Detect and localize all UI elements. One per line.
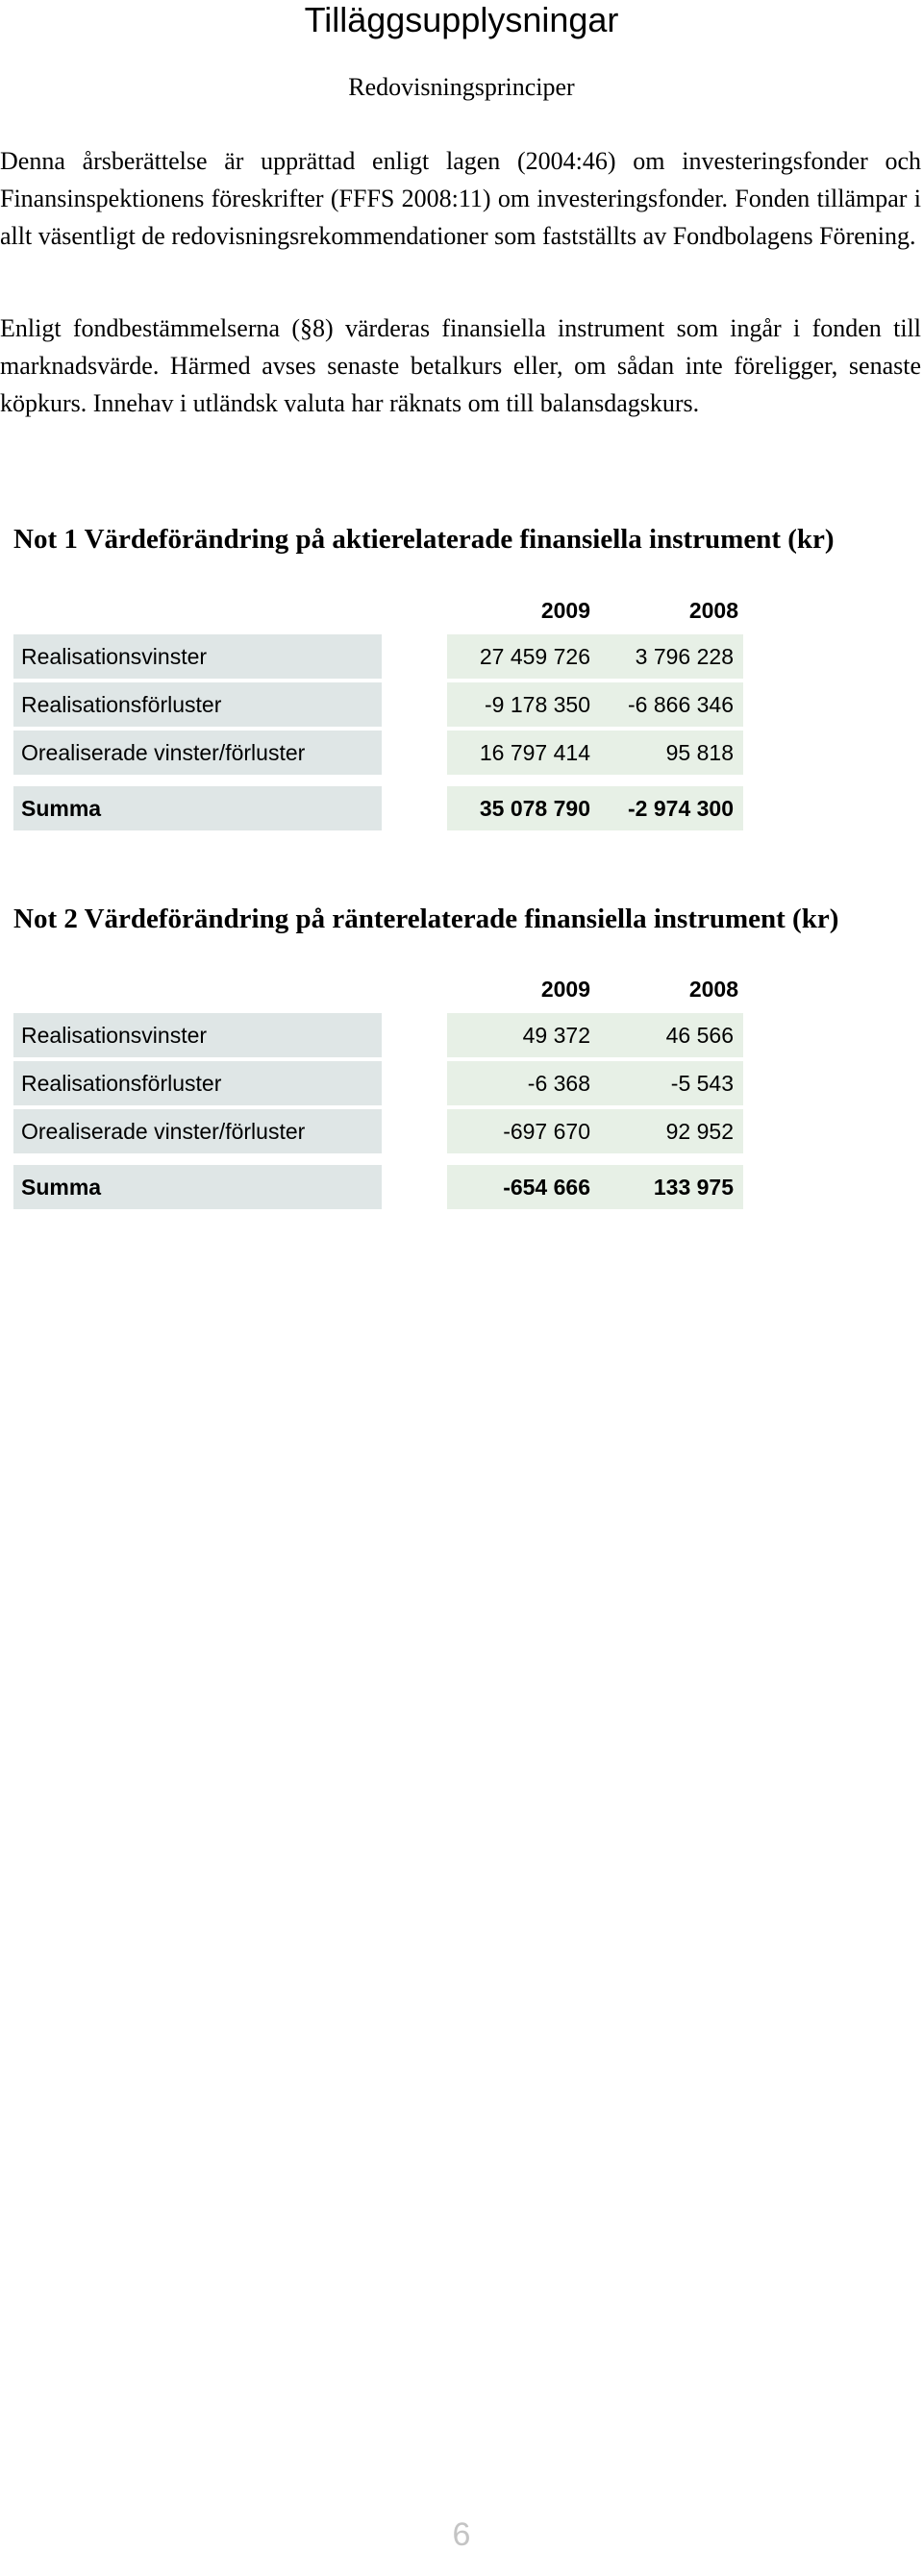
value-2009: 49 372	[522, 1023, 590, 1048]
value-2009: -697 670	[503, 1119, 590, 1144]
value-2009: -9 178 350	[485, 692, 590, 717]
value-2008: -6 866 346	[628, 692, 734, 717]
sum-value-2009: -654 666	[503, 1175, 590, 1200]
value-2008: 46 566	[665, 1023, 734, 1048]
table-row	[13, 1105, 744, 1153]
value-2008: -5 543	[670, 1071, 734, 1096]
paragraph-valuation: Enligt fondbestämmelserna (§8) värderas finansiella instrument som ingår i fonden till marknadsvärde. Härmed avses senaste betalkurs eller, om sådan inte föreligger, senaste köpkurs. Innehav i utländsk valuta har räknats om till balansdagskurs.	[0, 314, 921, 417]
table-row	[13, 1009, 744, 1057]
note2-table	[13, 967, 744, 1209]
table-row	[13, 727, 744, 775]
year-2009-header: 2009	[540, 977, 590, 1002]
value-2009: 27 459 726	[479, 644, 590, 669]
table-header	[13, 588, 744, 631]
page-number: 6	[452, 2516, 471, 2553]
row-label: Realisationsförluster	[13, 682, 382, 727]
sum-row	[13, 1161, 744, 1209]
sum-label: Summa	[13, 1165, 382, 1209]
sum-row	[13, 782, 744, 830]
value-2008: 3 796 228	[635, 644, 734, 669]
row-label: Orealiserade vinster/förluster	[13, 1109, 382, 1153]
year-2009-header: 2009	[540, 598, 590, 623]
value-2009: -6 368	[527, 1071, 590, 1096]
note1-table	[13, 588, 744, 830]
note2-heading: Not 2 Värdeförändring på ränterelaterade finansiella instrument (kr)	[13, 904, 839, 934]
table-row	[13, 679, 744, 727]
sum-label: Summa	[13, 786, 382, 830]
row-label: Orealiserade vinster/förluster	[13, 731, 382, 775]
year-2008-header: 2008	[688, 977, 738, 1002]
year-2008-header: 2008	[688, 598, 738, 623]
value-2008: 92 952	[665, 1119, 734, 1144]
table-header	[13, 967, 744, 1009]
row-label: Realisationsvinster	[13, 1013, 382, 1057]
paragraph-accounting-law: Denna årsberättelse är upprättad enligt lagen (2004:46) om investeringsfonder och Finansinspektionens föreskrifter (FFFS 2008:11) om investeringsfonder. Fonden tillämpar i allt väsentligt de redovisningsrekommendationer som fastställts av Fondbolagens Förening.	[0, 147, 921, 250]
value-2009: 16 797 414	[479, 740, 590, 765]
sum-value-2008: 133 975	[653, 1175, 734, 1200]
section-subtitle: Redovisningsprinciper	[348, 73, 575, 101]
value-2008: 95 818	[665, 740, 734, 765]
sum-value-2008: -2 974 300	[628, 796, 734, 821]
sum-value-2009: 35 078 790	[479, 796, 590, 821]
row-label: Realisationsförluster	[13, 1061, 382, 1105]
page-title: Tilläggsupplysningar	[304, 0, 619, 39]
row-label: Realisationsvinster	[13, 634, 382, 679]
note1-heading: Not 1 Värdeförändring på aktierelaterade finansiella instrument (kr)	[13, 524, 835, 555]
table-row	[13, 1057, 744, 1105]
table-row	[13, 631, 744, 679]
